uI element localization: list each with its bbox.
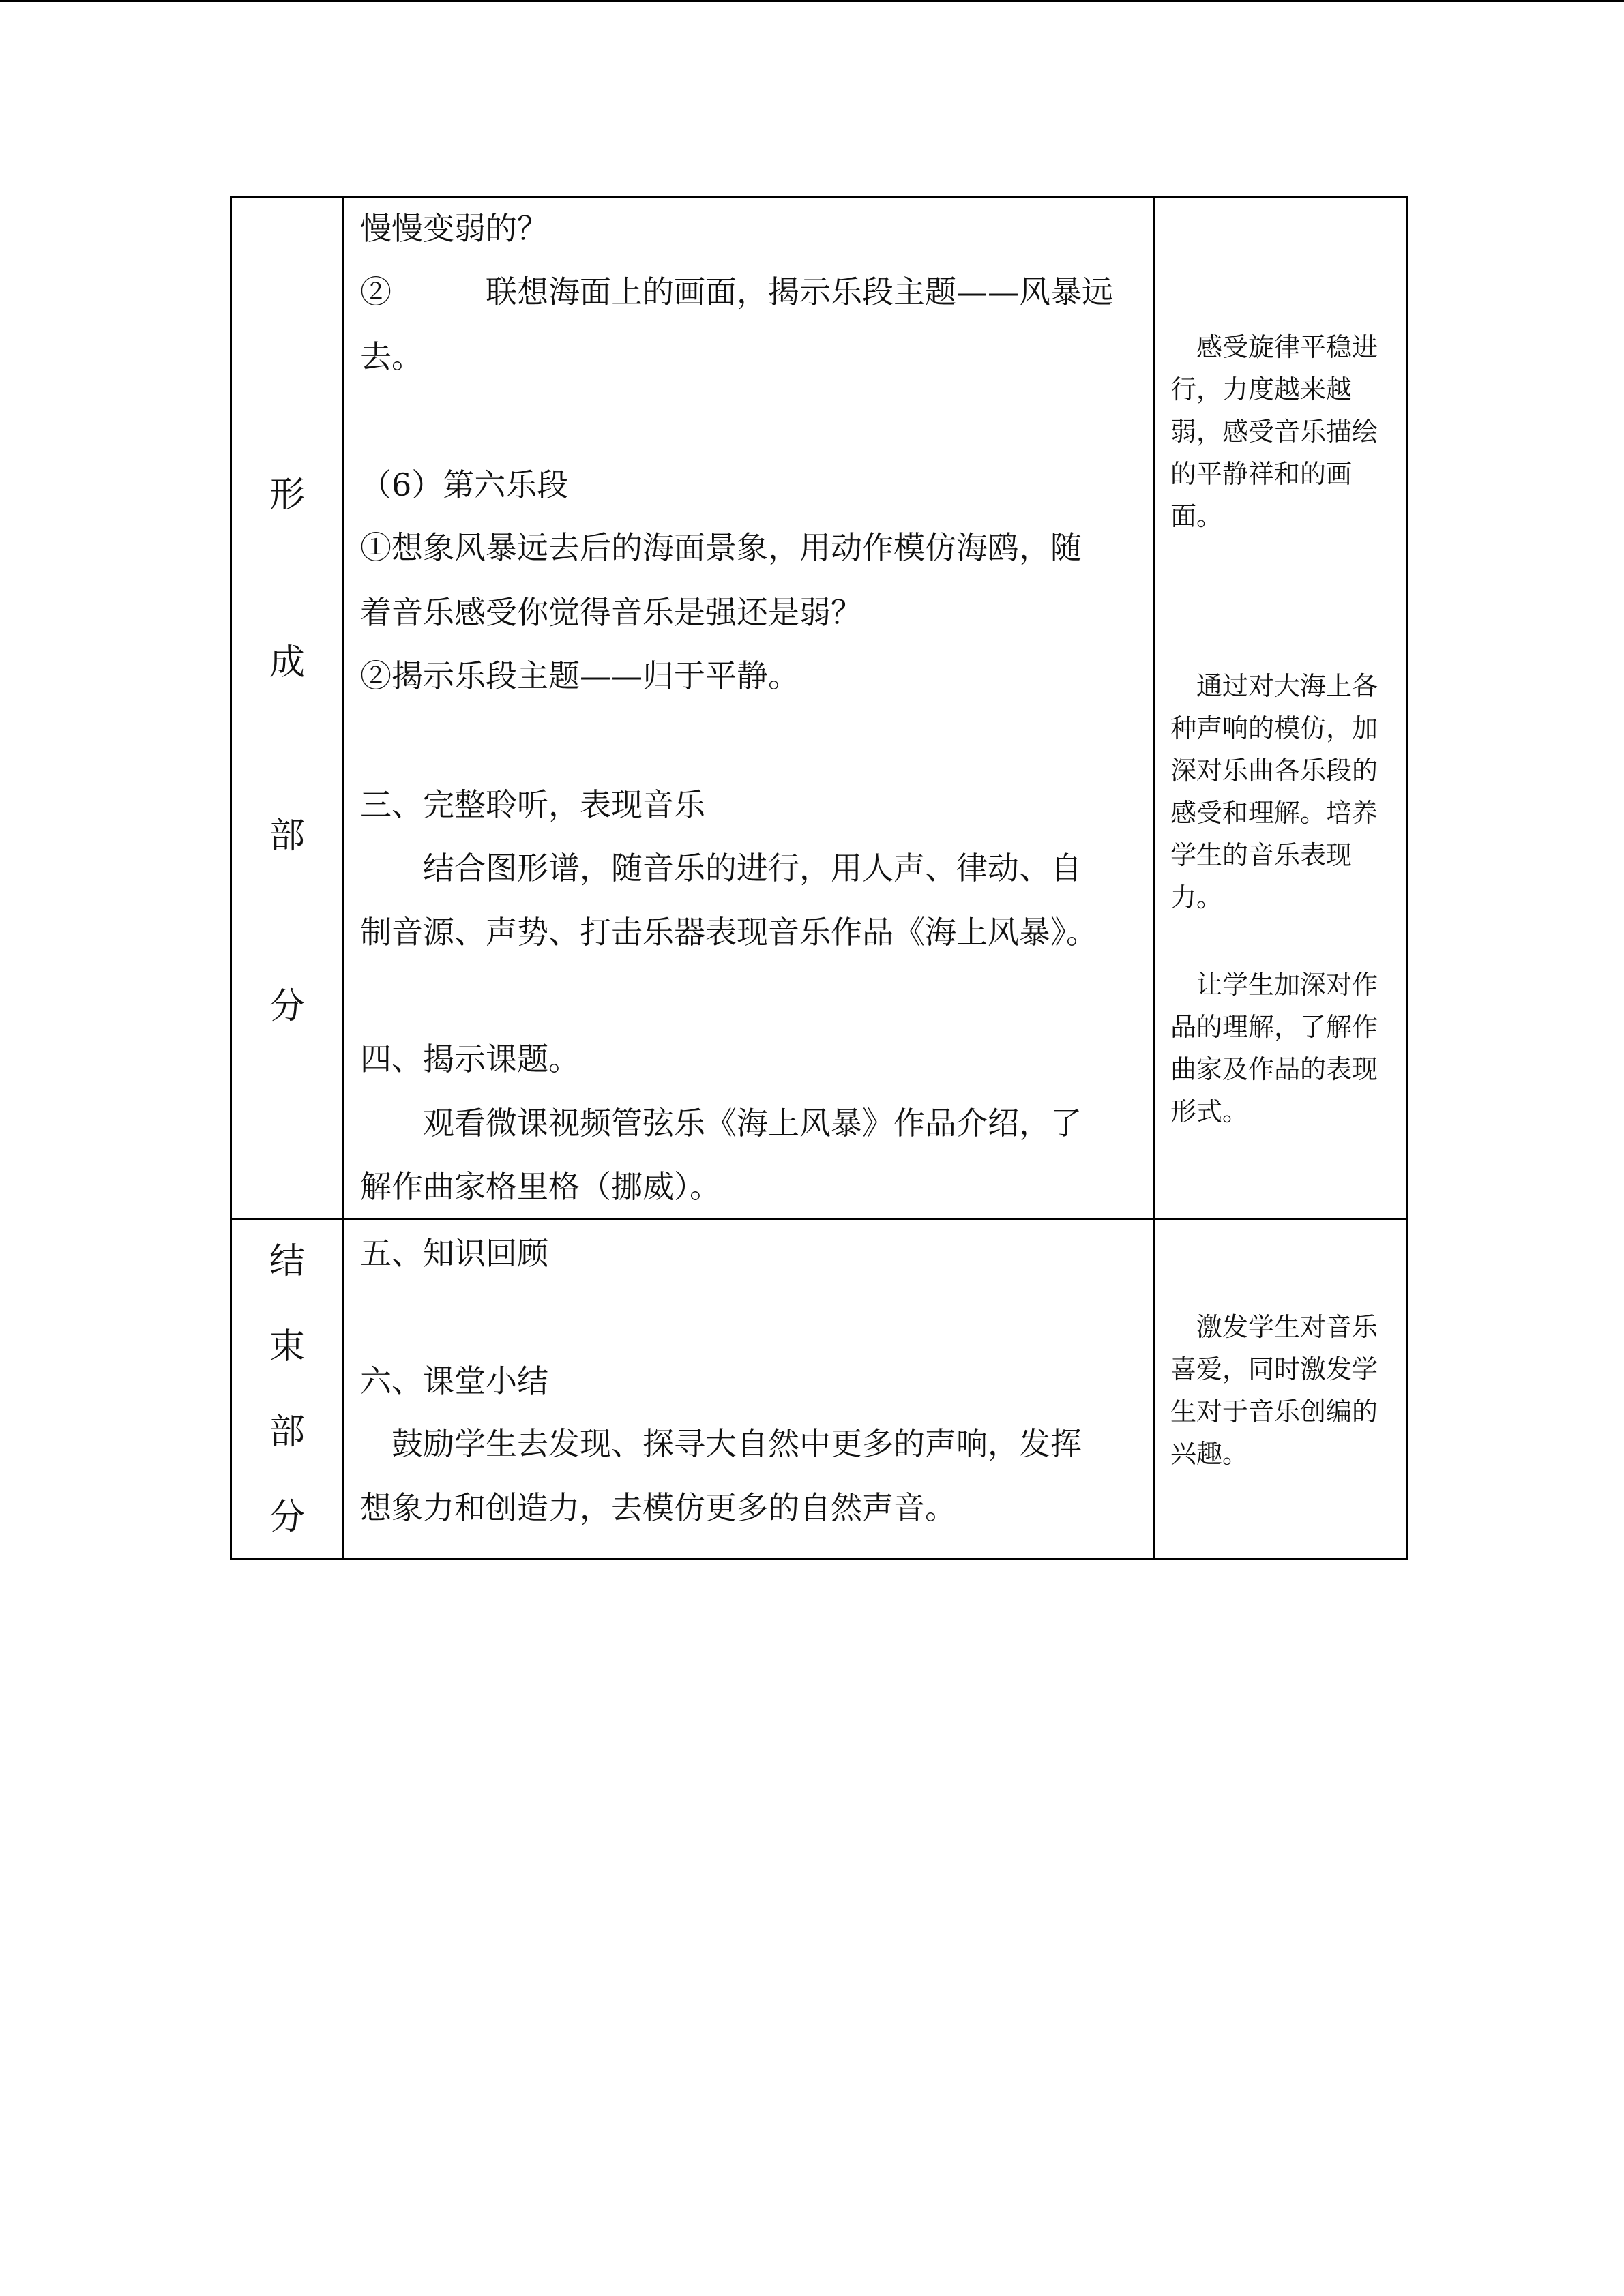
- table-border-right: [1406, 196, 1408, 1560]
- content-line: 五、知识回顾: [360, 1235, 548, 1272]
- label-char: 部: [269, 816, 305, 856]
- note-line: 弱，感受音乐描绘: [1170, 417, 1378, 447]
- note-line: 学生的音乐表现: [1170, 840, 1353, 870]
- content-line: 制音源、声势、打击乐器表现音乐作品《海上风暴》。: [360, 914, 1097, 951]
- label-char: 形: [269, 475, 305, 516]
- content-line: （6）第六乐段: [360, 466, 569, 503]
- note-line: 通过对大海上各: [1170, 671, 1378, 701]
- note-line: 激发学生对音乐: [1170, 1312, 1378, 1342]
- note-line: 面。: [1170, 501, 1223, 531]
- content-line: 六、课堂小结: [360, 1362, 548, 1399]
- content-line: 解作曲家格里格（挪威）。: [360, 1168, 721, 1205]
- table-border-bottom: [230, 1558, 1408, 1560]
- content-line: 慢慢变弱的？: [360, 210, 548, 247]
- note-line: 品的理解，了解作: [1170, 1012, 1378, 1042]
- note-line: 行，力度越来越: [1170, 374, 1353, 404]
- note-line: 形式。: [1170, 1097, 1249, 1127]
- content-line: 着音乐感受你觉得音乐是强还是弱？: [360, 594, 862, 631]
- label-char: 分: [269, 1497, 305, 1538]
- note-line: 的平静祥和的画: [1170, 459, 1353, 489]
- content-line: 鼓励学生去发现、探寻大自然中更多的声响，发挥: [360, 1425, 1082, 1462]
- label-char: 束: [269, 1326, 305, 1367]
- label-char: 结: [269, 1241, 305, 1282]
- note-line: 种声响的模仿，加: [1170, 713, 1378, 743]
- content-line: 去。: [360, 338, 423, 375]
- content-line: ② 联想海面上的画面，揭示乐段主题——风暴远: [360, 273, 1113, 310]
- label-char: 分: [269, 986, 305, 1027]
- note-line: 生对于音乐创编的: [1170, 1397, 1378, 1427]
- page-top-border: [0, 0, 1624, 2]
- label-char: 成: [269, 642, 305, 683]
- section-label-formation: [232, 198, 342, 1218]
- note-line: 曲家及作品的表现: [1170, 1054, 1378, 1084]
- note-line: 喜爱，同时激发学: [1170, 1354, 1378, 1384]
- content-line: 结合图形谱，随音乐的进行，用人声、律动、自: [360, 850, 1082, 886]
- content-line: ①想象风暴远去后的海面景象，用动作模仿海鸥，随: [360, 529, 1082, 566]
- note-line: 让学生加深对作: [1170, 970, 1378, 1000]
- content-line: ②揭示乐段主题——归于平静。: [360, 657, 799, 694]
- content-line: 想象力和创造力，去模仿更多的自然声音。: [360, 1489, 956, 1526]
- label-char: 部: [269, 1412, 305, 1452]
- note-line: 深对乐曲各乐段的: [1170, 756, 1378, 786]
- note-line: 兴趣。: [1170, 1439, 1249, 1469]
- content-line: 观看微课视频管弦乐《海上风暴》作品介绍，了: [360, 1105, 1082, 1142]
- note-line: 感受旋律平稳进: [1170, 332, 1378, 362]
- section-label-ending: [232, 1220, 342, 1558]
- content-line: 四、揭示课题。: [360, 1041, 580, 1077]
- content-line: 三、完整聆听，表现音乐: [360, 786, 705, 823]
- note-line: 力。: [1170, 882, 1223, 912]
- row-divider: [230, 1218, 1408, 1220]
- note-line: 感受和理解。培养: [1170, 798, 1378, 828]
